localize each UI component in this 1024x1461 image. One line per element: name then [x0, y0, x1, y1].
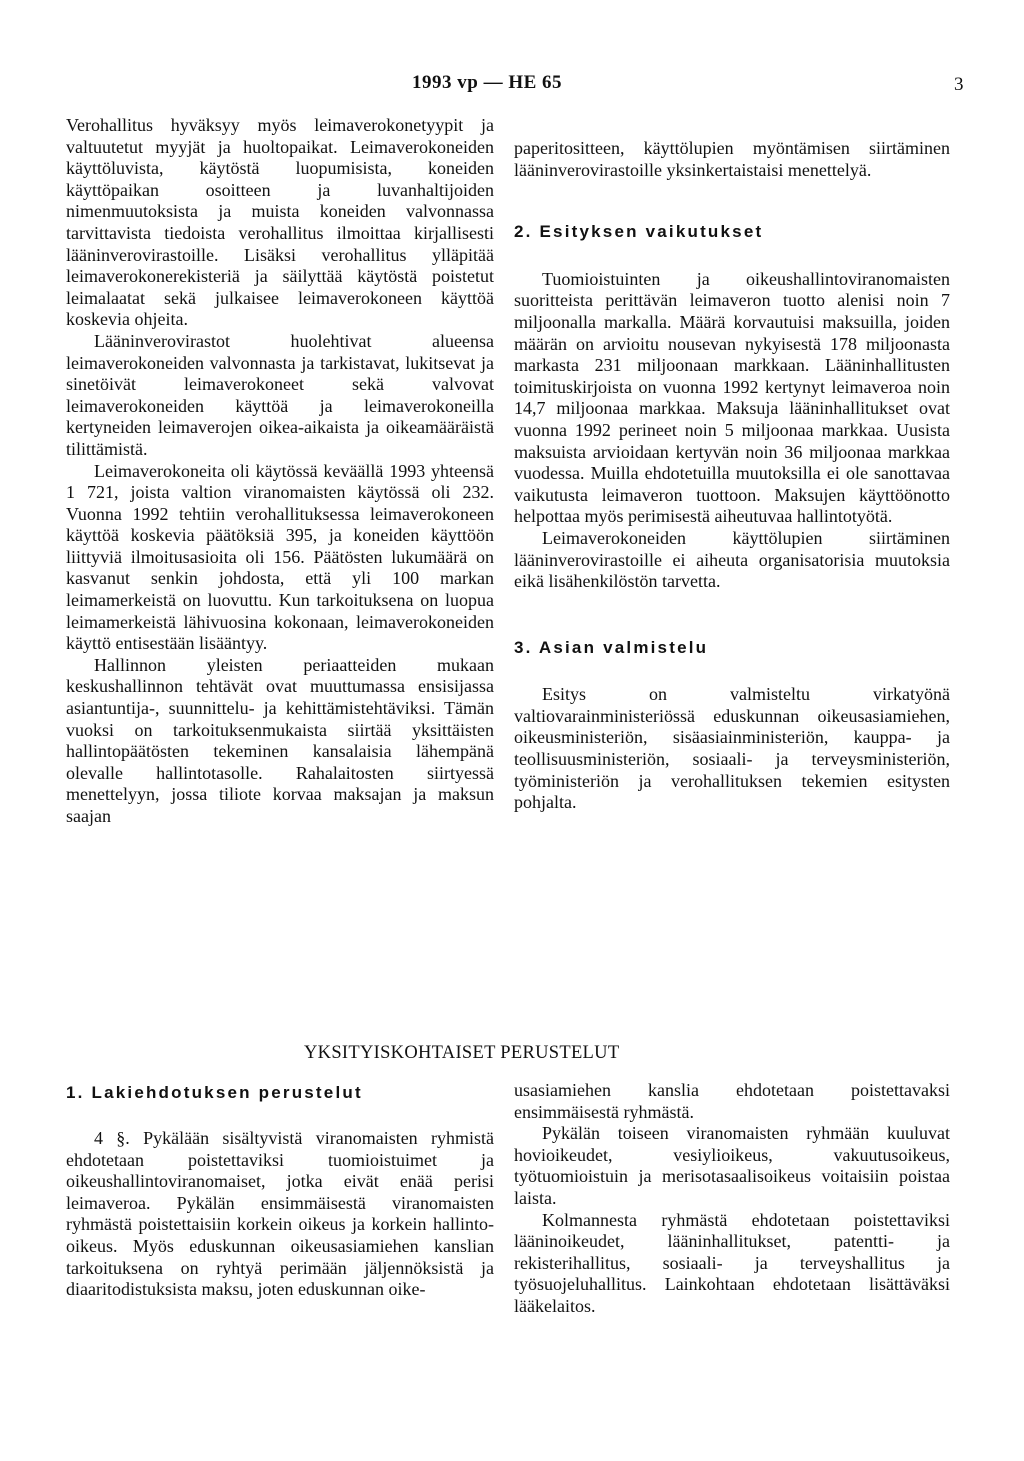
paragraph: usasiamiehen kanslia ehdotetaan poistettavaksi ensimmäisestä ryhmästä.: [514, 1080, 950, 1122]
right-column-bottom: [514, 1080, 950, 1318]
left-column-bottom: [66, 1128, 494, 1301]
paragraph: Lääninverovirastot huolehtivat alueensa leimaverokoneiden valvonnasta ja tarkistavat, lukitsevat ja sinetöivät leimaverokoneet sekä valvovat leimaverokoneiden käyttöä ja leimaverokoneilla kertyneiden leimaverojen oikea-aikaista ja oikeamääräistä tilittämistä.: [66, 330, 494, 459]
paragraph: Kolmannesta ryhmästä ehdotetaan poistettaviksi lääninoikeudet, lääninhallitukset, patentti- ja rekisterihallitus, sosiaali- ja terveyshallitus ja työsuojeluhallitus. Lainkohtaan ehdotetaan lisättäväksi lääkelaitos.: [514, 1209, 950, 1316]
paragraph: Leimaverokoneiden käyttölupien siirtäminen lääninverovirastoille ei aiheuta organisatorisia muutoksia eikä lisähenkilöstön tarvetta.: [514, 527, 950, 592]
section-heading: 1. Lakiehdotuksen perustelut: [66, 1083, 363, 1102]
paragraph: Pykälän toiseen viranomaisten ryhmään kuuluvat hovioikeudet, vesiylioikeus, vakuutusoikeus, työtuomioistuin ja merisotasaalisoikeus voitaisiin poistaa laista.: [514, 1123, 950, 1208]
paragraph: Esitys on valmisteltu virkatyönä valtiovarainministeriössä eduskunnan oikeusasiamiehen, oikeusministeriön, sisäasiainministeriön, kauppa- ja teollisuusministeriön, sosiaali- ja terveysministeriön, työministeriön ja verohallituksen tekemien esitysten pohjalta.: [514, 684, 950, 813]
main-heading: YKSITYISKOHTAISET PERUSTELUT: [304, 1043, 620, 1063]
paragraph: 4 §. Pykälään sisältyvistä viranomaisten ryhmistä ehdotetaan poistettaviksi tuomioistuimet ja oikeushallintoviranomaiset, jotka eivät enää perisi leimaveroa. Pykälän ensimmäisestä viranomaisten ryhmästä poistettaisiin korkein oikeus ja korkein hallinto-oikeus. Myös eduskunnan oikeusasiamiehen kanslian tarkoituksena on ryhtyä perimään jäljennöksistä ja diaaritodistuksista maksu, joten eduskunnan oike-: [66, 1128, 494, 1300]
page-number: 3: [954, 74, 964, 95]
page-header: [0, 72, 1024, 102]
document-title: 1993 vp — HE 65: [412, 72, 563, 93]
section-heading: 2. Esityksen vaikutukset: [514, 222, 764, 242]
section-heading: 3. Asian valmistelu: [514, 637, 709, 657]
left-column-top: [66, 115, 494, 828]
paragraph-text: Verohallitus hyväksyy myös leimaverokonetyypit ja valtuutetut myyjät ja huoltopaikat.: [66, 115, 494, 157]
paragraph: Leimaverokoneita oli käytössä keväällä 1993 yhteensä 1 721, joista valtion viranomaisten käytössä oli 232. Vuonna 1992 tehtiin verohallituksessa leimaverokoneen käyttöä koskevia päätöksiä 395, ja koneiden käyttöön liittyviä ilmoitusasioita oli 156. Päätösten lukumäärä on kasvanut senkin johdosta, että yli 100 markan leimamerkeistä on luovuttu. Kun tarkoituksena on luopua leimamerkeistä lähivuosina kokonaan, leimaverokoneiden käyttö entisestään lisääntyy.: [66, 460, 494, 654]
paragraph: Hallinnon yleisten periaatteiden mukaan keskushallinnon tehtävät ovat muuttumassa ensisijassa asiantuntija-, suunnittelu- ja kehittämistehtäviksi. Tämän vuoksi on tarkoituksenmukaista siirtää yksittäisten hallintopäätösten tekeminen kansalaisia lähempänä olevalle hallintotasolle. Rahalaitosten siirtyessä menettelyyn, jossa tiliote korvaa maksajan ja maksun saajan: [66, 654, 494, 826]
paragraph: Tuomioistuinten ja oikeushallintoviranomaisten suoritteista perittävän leimaveron tuotto alenisi noin 7 miljoonalla markalla. Määrä korvautuisi maksuilla, joiden määrän on arvioitu nousevan nykyisestä 178 miljoonasta markasta 231 miljoonaan markkaan. Lääninhallitusten toimituskirjoista on vuonna 1992 kertynyt leimaveroa noin 14,7 miljoonaa markkaa. Maksuja lääninhallitukset ovat vuonna 1992 perineet noin 5 miljoonaa markkaa. Uusista maksuista arvioidaan kertyvän noin 36 miljoonaa markkaa vuodessa. Muilla ehdotetuilla muutoksilla ei ole sanottavaa vaikutusta leimaveron tuottoon. Maksujen käyttöönotto helpottaa myös perimisestä aiheutuvaa hallintotyötä.: [514, 268, 950, 527]
paragraph: [66, 115, 494, 331]
paragraph: paperitositteen, käyttölupien myöntämisen siirtäminen lääninverovirastoille yksinkertaistaisi menettelyä.: [514, 138, 950, 180]
paragraph-text: Leimaverokoneiden käyttöluvista, käytöstä luopumisista, koneiden käyttöpaikan osoitteen ja luvanhaltijoiden nimenmuutoksista ja muista koneiden valvonnassa tarvittavista tiedoista verohallitus ilmoittaa kirjallisesti lääninverovirastoille. Lisäksi verohallitus ylläpitää leimaverokonerekisteriä ja säilyttää käytöstä poistetut leimalaatat sekä julkaisee leimaverokoneen käyttöä koskevia ohjeita.: [66, 136, 495, 330]
right-column-top: [514, 138, 950, 814]
